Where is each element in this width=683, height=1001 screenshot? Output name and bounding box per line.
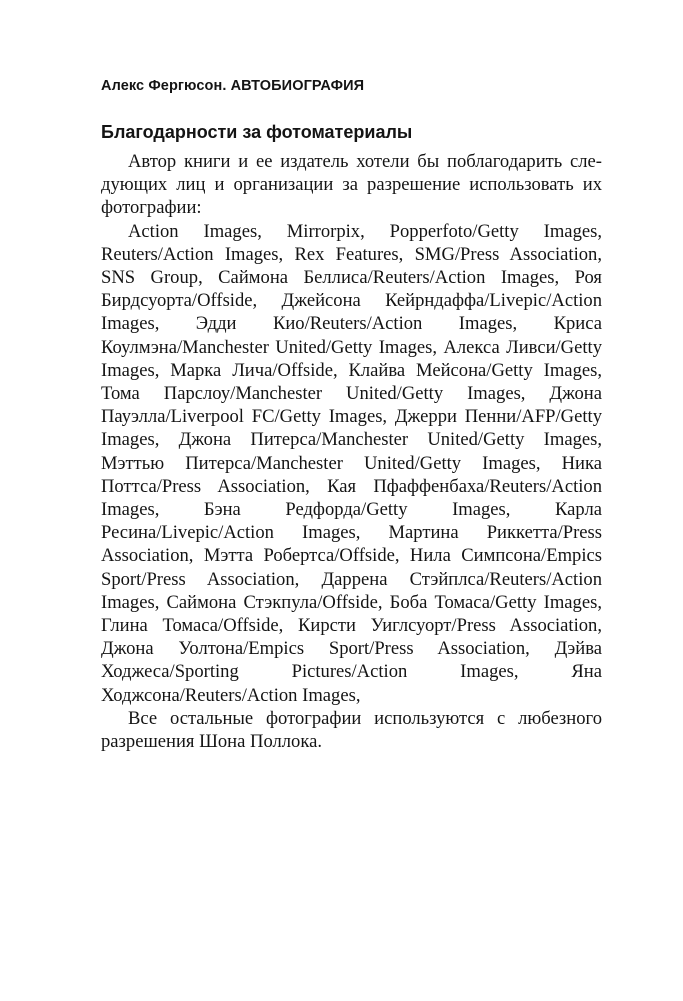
photo-credits-paragraph: Action Images, Mirrorpix, Popperfoto/Getty Images, Reuters/Action Images, Rex Features, SMG/Press Association, SNS Group, Саймона Беллиса/Reuters/Action Images, Роя Бирдсуорта/Offside, Джейсона Кейрндаффа/Livepic/Action Images, Эдди Кио/Reuters/Action Images, Криса Коулмэна/Manchester United/Getty Images, Алекса Ливси/Getty Images, Марка Лича/Offside, Клайва Мейсона/Getty Images, Тома Парслоу/Manchester United/Getty Images, Джона Пауэлла/Liverpool FC/Getty Images, Джерри Пенни/AFP/Getty Images, Джона Питерса/Manchester United/Getty Images, Мэттью Питерса/Manchester United/Getty Images, Ника Поттса/Press Association, Кая Пфаффенбаха/Reuters/Action Images, Бэна Редфорда/Getty Images, Карла Ресина/Livepic/Action Images, Мартина Риккетта/Press Association, Мэтта Робертса/Offside, Нила Симпсона/Empics Sport/Press Association, Даррена Стэйплса/Reuters/Action Images, Саймона Стэкпула/Offside, Боба Томаса/Getty Images, Глина Томаса/Offside, Кирсти Уиглсуорт/Press Association, Джона Уолтона/Empics Sport/Press Association, Дэйва Ходжеса/Sporting Pictures/Action Images, Яна Ходжсона/Reuters/Action Images, <box>101 220 602 706</box>
closing-paragraph: Все остальные фотографии используются с любезного разрешения Шона Поллока. <box>101 707 602 753</box>
running-header: Алекс Фергюсон. АВТОБИОГРАФИЯ <box>101 78 365 94</box>
section-title: Благодарности за фотоматериалы <box>101 122 413 142</box>
body-text <box>101 150 602 753</box>
intro-paragraph: Автор книги и ее издатель хотели бы поблагодарить следующих лиц и организации за разрешение использовать их фотографии: <box>101 151 602 219</box>
